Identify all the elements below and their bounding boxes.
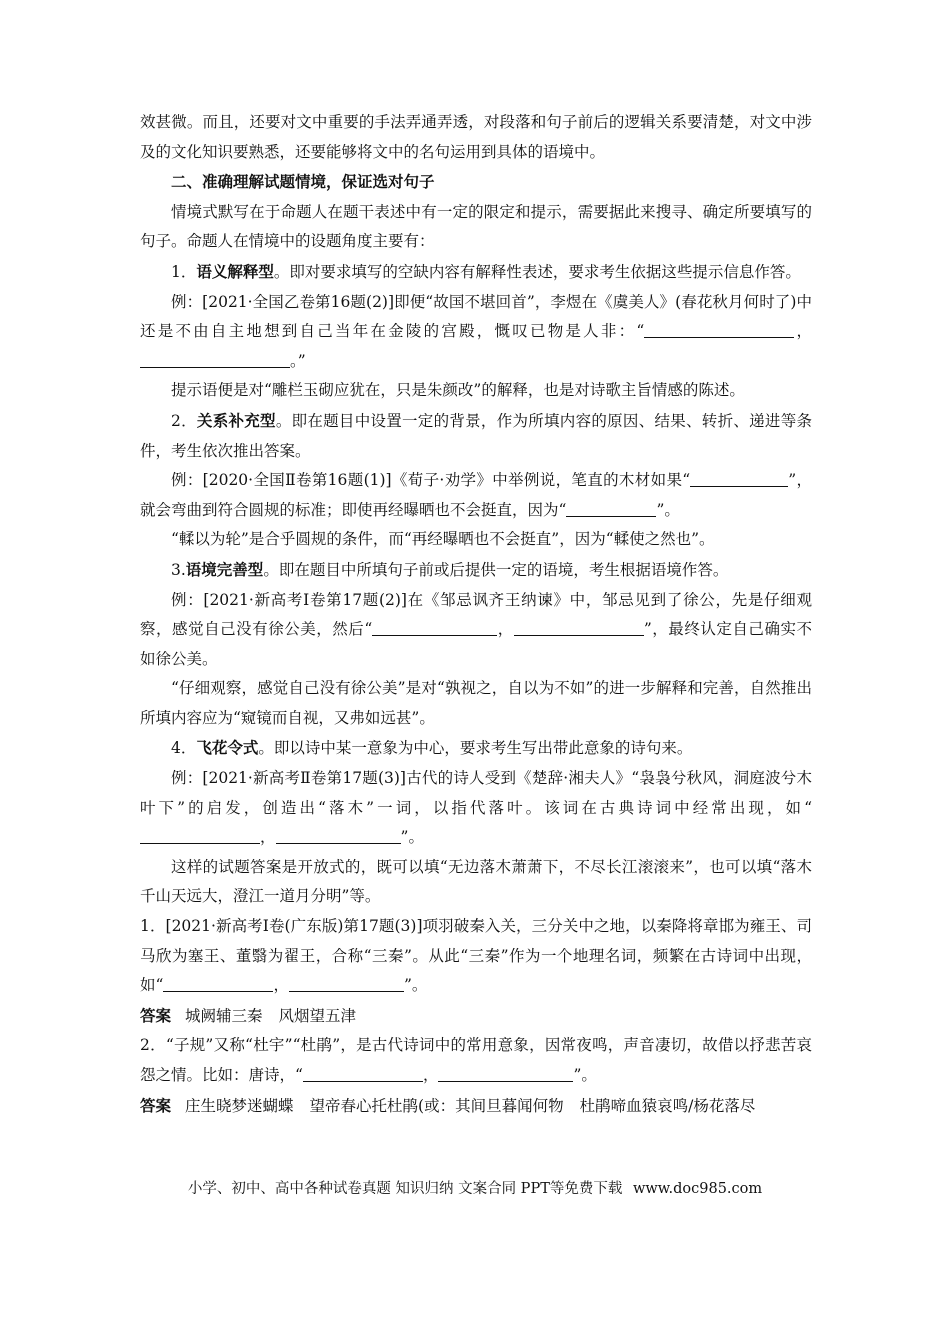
example-3-text: 例：[2021·新高考Ⅰ卷第17题(2)]在《邹忌讽齐王纳谏》中，邹忌见到了徐公，先是仔细观察，感觉自己没有徐公美，然后“ xyxy=(140,590,812,639)
question-1-sep: ， xyxy=(273,976,289,995)
question-2 xyxy=(140,1031,812,1090)
type-3-text: 。即在题目中所填句子前或后提供一定的语境，考生根据语境作答。 xyxy=(263,560,729,579)
footer-text: 小学、初中、高中各种试卷真题 知识归纳 文案合同 PPT等免费下载 xyxy=(187,1181,623,1197)
document-body xyxy=(140,108,812,1121)
fill-blank xyxy=(303,1066,423,1083)
question-1 xyxy=(140,912,812,1001)
answer-1-part-2: 风烟望五津 xyxy=(278,1006,357,1025)
example-4 xyxy=(140,764,812,853)
type-2-paragraph xyxy=(140,406,812,466)
fill-blank xyxy=(690,471,788,488)
type-1-number: 1． xyxy=(171,262,197,281)
type-3-paragraph xyxy=(140,555,812,586)
section-heading-text: 二、准确理解试题情境，保证选对句子 xyxy=(171,172,435,192)
example-2-mid: ”，就会弯曲到符合圆规的标准；即使再经曝晒也不会挺直，因为“ xyxy=(140,471,812,519)
fill-blank xyxy=(163,976,273,993)
example-1-note: 提示语便是对“雕栏玉砌应犹在，只是朱颜改”的解释，也是对诗歌主旨情感的陈述。 xyxy=(171,381,745,400)
fill-blank xyxy=(644,322,794,339)
fill-blank xyxy=(438,1066,573,1083)
fill-blank xyxy=(140,351,290,368)
fill-blank xyxy=(289,976,404,993)
fill-blank xyxy=(566,500,656,517)
fill-blank xyxy=(140,828,260,845)
answer-2-part-3: 杜鹃啼血猿哀鸣/杨花落尽 xyxy=(579,1096,756,1115)
type-1-paragraph xyxy=(140,257,812,288)
type-3-label: 语境完善型 xyxy=(185,559,264,579)
example-1-sep: ， xyxy=(794,322,812,341)
example-1 xyxy=(140,288,812,377)
question-2-sep: ， xyxy=(422,1066,439,1084)
type-3-number: 3. xyxy=(171,560,186,579)
type-2-label: 关系补充型 xyxy=(196,410,276,430)
answer-2-part-2: 望帝春心托杜鹃(或：其间旦暮闻何物 xyxy=(309,1096,564,1115)
answer-2-part-1: 庄生晓梦迷蝴蝶 xyxy=(185,1096,294,1115)
fill-blank xyxy=(372,620,497,637)
example-2-note: “輮以为轮”是合乎圆规的条件，而“再经曝晒也不会挺直”，因为“輮使之然也”。 xyxy=(171,530,715,549)
example-4-sep: ， xyxy=(260,828,276,847)
example-2-text: 例：[2020·全国Ⅱ卷第16题(1)]《荀子·劝学》中举例说，笔直的木材如果“ xyxy=(171,471,691,490)
answer-2 xyxy=(140,1091,812,1122)
type-4-paragraph xyxy=(140,733,812,764)
paragraph-intro: 效甚微。而且，还要对文中重要的手法弄通弄透，对段落和句子前后的逻辑关系要清楚，对文中涉及的文化知识要熟悉，还要能够将文中的名句运用到具体的语境中。 xyxy=(140,113,812,161)
type-1-text: 。即对要求填写的空缺内容有解释性表述，要求考生依据这些提示信息作答。 xyxy=(273,262,801,281)
example-3-sep: ， xyxy=(497,620,514,639)
section-heading xyxy=(140,167,812,198)
type-4-label: 飞花令式 xyxy=(196,738,259,758)
fill-blank xyxy=(514,620,644,637)
type-2-number: 2． xyxy=(171,411,197,430)
example-3-end: ”，最终认定自己确实不如徐公美。 xyxy=(140,620,812,668)
example-4-text: 例：[2021·新高考Ⅱ卷第17题(3)]古代的诗人受到《楚辞·湘夫人》“袅袅兮秋风，洞庭波兮木叶下”的启发，创造出“落木”一词，以指代落叶。该词在古典诗词中经常出现，如“ xyxy=(140,769,812,817)
question-1-text: 1．[2021·新高考Ⅰ卷(广东版)第17题(3)]项羽破秦入关，三分关中之地，以秦降将章邯为雍王、司马欣为塞王、董翳为翟王，合称“三秦”。从此“三秦”作为一个地理名词，频繁在古诗词中出现，如“ xyxy=(140,917,812,995)
answer-label: 答案 xyxy=(140,1005,172,1025)
question-1-end: ”。 xyxy=(403,976,428,995)
answer-label: 答案 xyxy=(140,1095,172,1115)
example-1-text: 例：[2021·全国乙卷第16题(2)]即便“故国不堪回首”，李煜在《虞美人》(春花秋月何时了)中还是不由自主地想到自己当年在金陵的宫殿，慨叹已物是人非：“ xyxy=(140,292,812,341)
question-2-text: 2．“子规”又称“杜宇”“杜鹃”，是古代诗词中的常用意象，因常夜鸣，声音凄切，故借以抒悲苦哀怨之情。比如：唐诗，“ xyxy=(140,1036,812,1084)
paragraph-situation: 情境式默写在于命题人在题干表述中有一定的限定和提示，需要据此来搜寻、确定所要填写的句子。命题人在情境中的设题角度主要有： xyxy=(140,202,812,251)
example-2-end: ”。 xyxy=(656,500,680,519)
type-4-text: 。即以诗中某一意象为中心，要求考生写出带此意象的诗句来。 xyxy=(258,739,693,758)
example-1-end: 。” xyxy=(290,351,306,370)
type-1-label: 语义解释型 xyxy=(196,261,274,281)
example-2 xyxy=(140,466,812,525)
example-4-end: ”。 xyxy=(400,828,424,847)
page-footer xyxy=(0,1177,950,1198)
answer-1-part-1: 城阙辅三秦 xyxy=(185,1006,263,1025)
type-4-number: 4． xyxy=(171,739,197,758)
question-2-end: ”。 xyxy=(573,1066,597,1084)
footer-link[interactable]: www.doc985.com xyxy=(632,1181,763,1197)
example-3 xyxy=(140,586,812,675)
answer-1 xyxy=(140,1001,812,1032)
type-2-text: 。即在题目中设置一定的背景，作为所填内容的原因、结果、转折、递进等条件，考生依次推出答案。 xyxy=(140,411,812,460)
example-3-note: “仔细观察，感觉自己没有徐公美”是对“孰视之，自以为不如”的进一步解释和完善，自然推出所填内容应为“窥镜而自视，又弗如远甚”。 xyxy=(140,679,812,727)
example-4-note: 这样的试题答案是开放式的，既可以填“无边落木萧萧下，不尽长江滚滚来”，也可以填“落木千山天远大，澄江一道月分明”等。 xyxy=(140,857,812,906)
fill-blank xyxy=(276,828,401,845)
